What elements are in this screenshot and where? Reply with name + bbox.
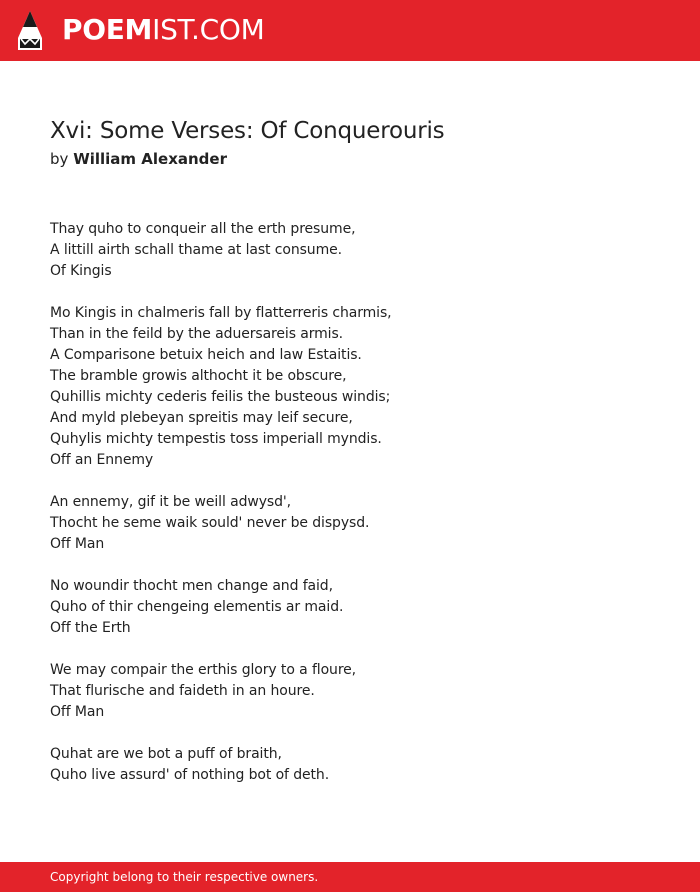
poem-line: An ennemy, gif it be weill adwysd', [50,494,291,510]
stanza-gap [50,471,650,492]
site-header [0,0,700,61]
poem-line: No woundir thocht men change and faid, [50,578,333,594]
poem-line: Off an Ennemy [50,452,154,468]
poem-line: Quhylis michty tempestis toss imperiall myndis. [50,431,382,447]
stanza-gap [50,723,650,744]
stanza-gap [50,639,650,660]
poem-line: Thay quho to conqueir all the erth presume, [50,221,356,237]
logo-thin-text: IST.COM [152,13,265,46]
poem-line: Than in the feild by the aduersareis armis. [50,326,344,342]
poem-line: Quho of thir chengeing elementis ar maid. [50,599,344,615]
copyright-text: Copyright belong to their respective owners. [50,870,319,884]
author-name: William Alexander [73,150,227,168]
poem-line: Quhat are we bot a puff of braith, [50,746,282,762]
poem-line: Off Man [50,704,105,720]
logo-bold-text: POEM [62,13,153,46]
stanza [50,492,650,555]
stanza [50,660,650,723]
poem-line: Of Kingis [50,263,112,279]
poem-title: Xvi: Some Verses: Of Conquerouris [50,118,445,144]
poem-line: Mo Kingis in chalmeris fall by flatterreris charmis, [50,305,392,321]
poem-line: Quhillis michty cederis feilis the busteous windis; [50,389,391,405]
stanza [50,219,650,282]
poem-line: We may compair the erthis glory to a floure, [50,662,357,678]
poem-line: Quho live assurd' of nothing bot of deth. [50,767,330,783]
poem-line: A littill airth schall thame at last consume. [50,242,342,258]
site-footer [0,862,700,892]
poem-line: Off Man [50,536,105,552]
poem-line: That flurische and faideth in an houre. [50,683,315,699]
poem-line: Off the Erth [50,620,131,636]
site-logo[interactable] [62,13,265,47]
stanza [50,744,650,786]
poem-line: A Comparisone betuix heich and law Estaitis. [50,347,362,363]
stanza-gap [50,282,650,303]
stanza [50,303,650,471]
stanza-gap [50,555,650,576]
by-label: by [50,150,69,168]
poem-line: And myld plebeyan spreitis may leif secure, [50,410,353,426]
poem-line: The bramble growis althocht it be obscure, [50,368,347,384]
pencil-logo-icon[interactable] [17,10,43,52]
stanza [50,576,650,639]
poem-body [50,219,650,786]
poem-line: Thocht he seme waik sould' never be dispysd. [50,515,370,531]
byline [50,149,227,169]
